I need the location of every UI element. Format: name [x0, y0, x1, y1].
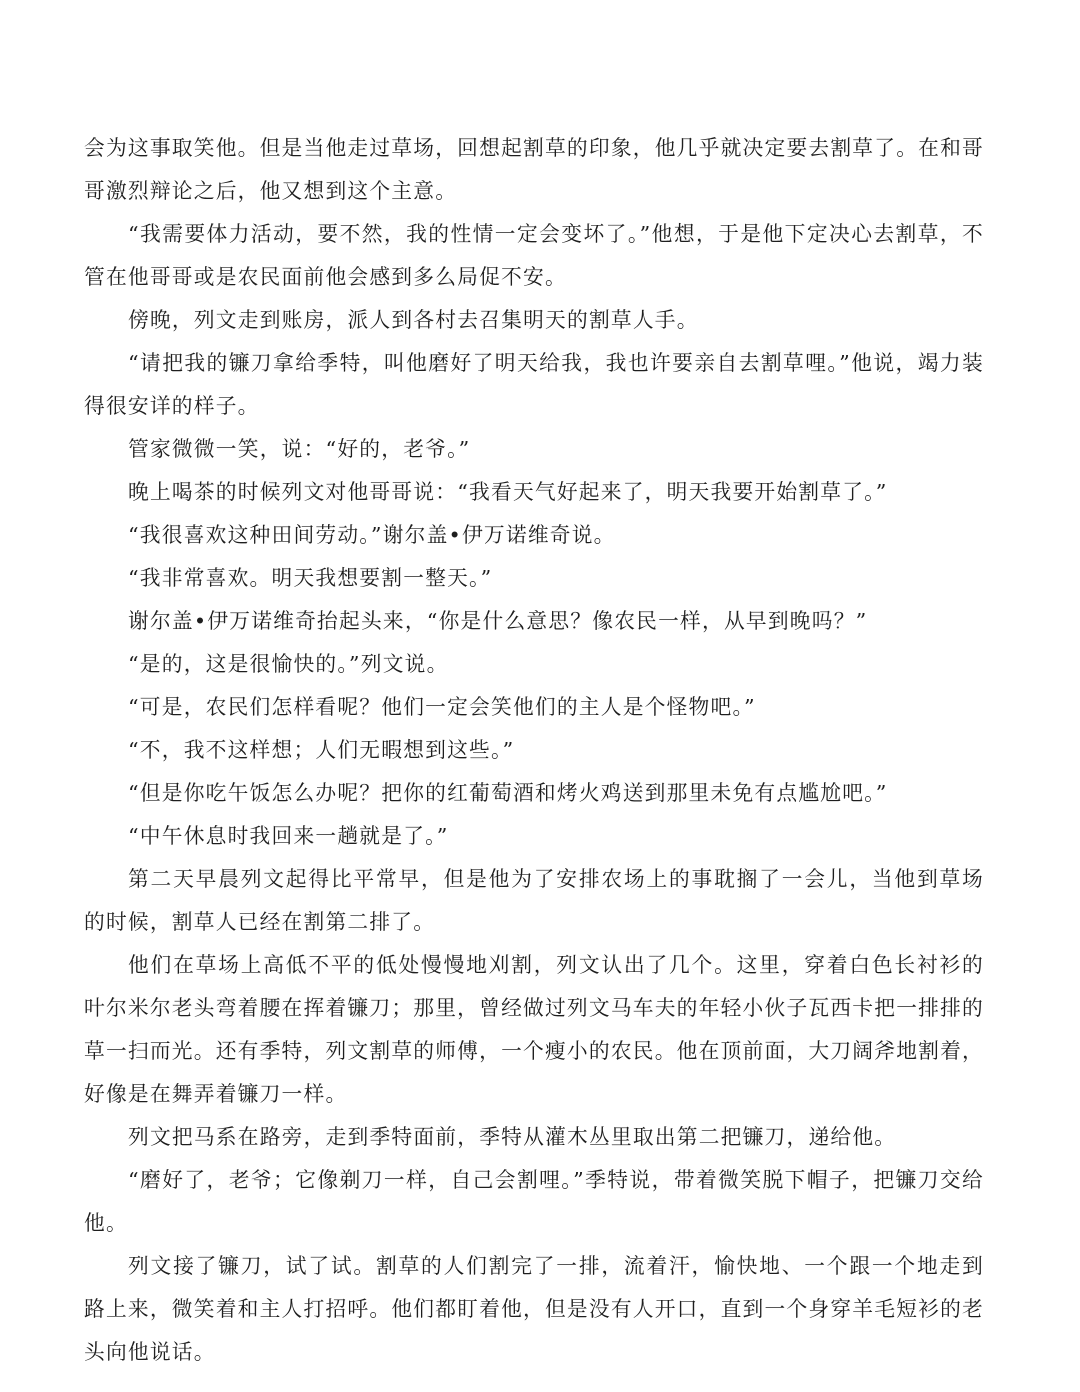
body-text	[84, 127, 984, 1374]
paragraph-6: 晚上喝茶的时候列文对他哥哥说：“我看天气好起来了，明天我要开始割草了。”	[128, 480, 888, 504]
paragraph-13: “但是你吃午饭怎么办呢？把你的红葡萄酒和烤火鸡送到那里未免有点尴尬吧。”	[128, 781, 888, 805]
paragraph-17: 列文把马系在路旁，走到季特面前，季特从灌木丛里取出第二把镰刀，递给他。	[128, 1125, 897, 1149]
paragraph-1: 会为这事取笑他。但是当他走过草场，回想起割草的印象，他几乎就决定要去割草了。在和哥哥激烈辩论之后，他又想到这个主意。	[84, 136, 984, 203]
paragraph-12: “不，我不这样想；人们无暇想到这些。”	[128, 738, 515, 762]
paragraph-19: 列文接了镰刀，试了试。割草的人们割完了一排，流着汗，愉快地、一个跟一个地走到路上来，微笑着和主人打招呼。他们都盯着他，但是没有人开口，直到一个身穿羊毛短衫的老头向他说话。	[84, 1254, 984, 1364]
paragraph-7: “我很喜欢这种田间劳动。”谢尔盖•伊万诺维奇说。	[128, 523, 616, 547]
paragraph-15: 第二天早晨列文起得比平常早，但是他为了安排农场上的事耽搁了一会儿，当他到草场的时候，割草人已经在割第二排了。	[84, 867, 984, 934]
paragraph-4: “请把我的镰刀拿给季特，叫他磨好了明天给我，我也许要亲自去割草哩。”他说，竭力装得很安详的样子。	[84, 351, 984, 418]
paragraph-3: 傍晚，列文走到账房，派人到各村去召集明天的割草人手。	[128, 308, 699, 332]
paragraph-10: “是的，这是很愉快的。”列文说。	[128, 652, 449, 676]
paragraph-8: “我非常喜欢。明天我想要割一整天。”	[128, 566, 493, 590]
paragraph-5: 管家微微一笑，说：“好的，老爷。”	[128, 437, 471, 461]
paragraph-18: “磨好了，老爷；它像剃刀一样，自己会割哩。”季特说，带着微笑脱下帽子，把镰刀交给他。	[84, 1168, 984, 1235]
paragraph-2: “我需要体力活动，要不然，我的性情一定会变坏了。”他想，于是他下定决心去割草，不管在他哥哥或是农民面前他会感到多么局促不安。	[84, 222, 984, 289]
paragraph-9: 谢尔盖•伊万诺维奇抬起头来，“你是什么意思？像农民一样，从早到晚吗？”	[128, 609, 868, 633]
paragraph-16: 他们在草场上高低不平的低处慢慢地刈割，列文认出了几个。这里，穿着白色长衬衫的叶尔米尔老头弯着腰在挥着镰刀；那里，曾经做过列文马车夫的年轻小伙子瓦西卡把一排排的草一扫而光。还有季特，列文割草的师傅，一个瘦小的农民。他在顶前面，大刀阔斧地割着，好像是在舞弄着镰刀一样。	[84, 953, 984, 1106]
paragraph-11: “可是，农民们怎样看呢？他们一定会笑他们的主人是个怪物吧。”	[128, 695, 756, 719]
paragraph-14: “中午休息时我回来一趟就是了。”	[128, 824, 449, 848]
